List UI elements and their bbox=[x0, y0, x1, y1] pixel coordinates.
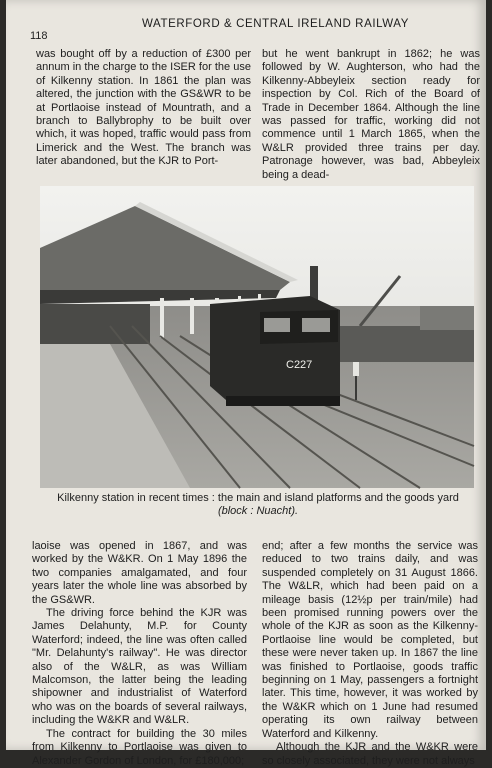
photo-caption bbox=[36, 492, 480, 518]
bottom-left-column bbox=[32, 540, 247, 768]
page-header bbox=[6, 14, 486, 42]
station-photograph bbox=[40, 186, 474, 488]
station-photograph-drawing bbox=[40, 186, 474, 488]
page-number: 118 bbox=[30, 30, 48, 42]
paragraph: The contract for building the 30 miles from Kilkenny to Portlaoise was given to Alexander Gordon of London, for £180,000; bbox=[32, 727, 247, 767]
top-left-column bbox=[36, 48, 251, 169]
paragraph: The driving force behind the KJR was James Delahunty, M.P. for County Waterford; indeed, the line was often called "Mr. Delahunty's railway". He was director also of the W&LR, as was William Malcomson, the latter being the leading shipowner and industrialist of Waterford who was on the boards of several railways, including the W&KR and W&LR. bbox=[32, 607, 247, 727]
book-page bbox=[6, 0, 486, 767]
caption-text: Kilkenny station in recent times : the main and island platforms and the goods yard bbox=[57, 492, 459, 504]
paragraph: but he went bankrupt in 1862; he was followed by W. Aughterson, who had the Kilkenny-Abbeyleix section ready for inspection by Col. Rich of the Board of Trade in December 1864. Although the line was passed for traffic, working did not commence until 1 March 1865, when the W&LR provided three trains per day. Patronage however, was bad, Abbeyleix being a dead- bbox=[262, 48, 480, 181]
paragraph: Although the KJR and the W&KR were so closely associated, they were not always bbox=[262, 741, 478, 767]
paragraph: was bought off by a reduction of £300 per annum in the charge to the ISER for the use of Kilkenny station. In 1861 the plan was altered, the junction with the GS&WR to be at Portlaoise instead of Mountrath, and a branch to Ballybrophy to be built over which, it was hoped, traffic would pass from Limerick and the West. The branch was later abandoned, but the KJR to Port- bbox=[36, 48, 251, 168]
caption-credit: (block : Nuacht). bbox=[217, 505, 299, 517]
locomotive-number: C227 bbox=[286, 359, 313, 371]
running-title: WATERFORD & CENTRAL IRELAND RAILWAY bbox=[142, 18, 409, 30]
bottom-right-column bbox=[262, 540, 478, 768]
paragraph: end; after a few months the service was reduced to two trains daily, and was suspended completely on 31 August 1866. The W&LR, which had been paid on a mileage basis (12½p per train/mile) had been promised running powers over the whole of the KJR as soon as the Kilkenny-Portlaoise line would be completed, but these were never taken up. In 1867 the line was finished to Portlaoise, goods traffic beginning on 1 May, passengers a fortnight later. This time, however, it was worked by the W&KR which on 1 June had resumed operating its own railway between Waterford and Kilkenny. bbox=[262, 540, 478, 740]
paragraph: laoise was opened in 1867, and was worked by the W&KR. On 1 May 1896 the two companies amalgamated, and four years later the whole line was absorbed by the GS&WR. bbox=[32, 540, 247, 606]
top-right-column bbox=[262, 48, 480, 182]
